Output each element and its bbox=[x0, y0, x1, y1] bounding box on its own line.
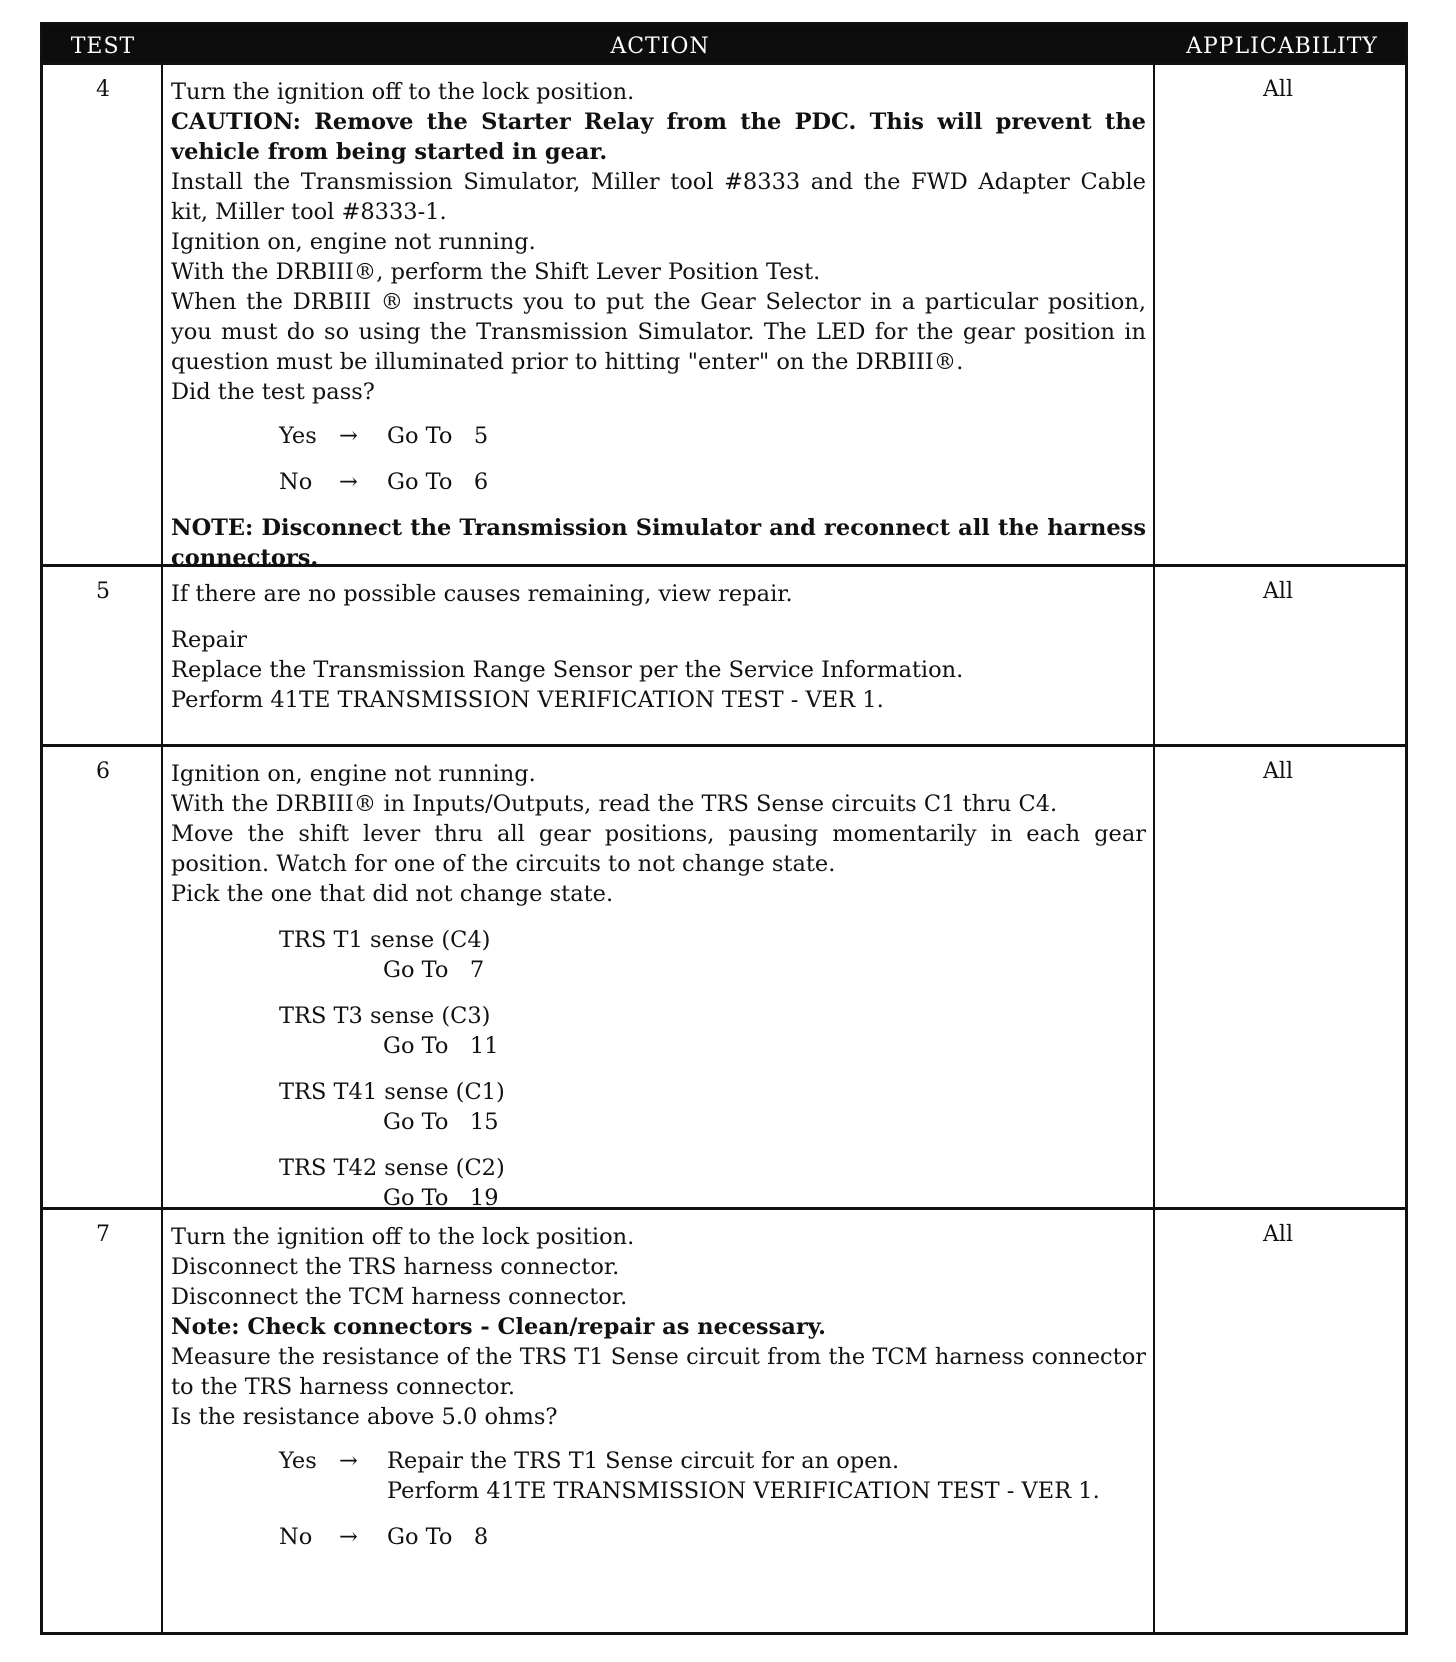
goto-text: Go To 11 bbox=[383, 1033, 499, 1059]
goto-text: Go To 8 bbox=[387, 1524, 489, 1550]
applicability-value: All bbox=[1263, 1222, 1293, 1247]
note-text: NOTE: Disconnect the Transmission Simulator and reconnect all the harness connectors. bbox=[171, 515, 1146, 571]
procedure-table bbox=[40, 22, 1408, 1635]
option-item bbox=[279, 1153, 1146, 1213]
option-item bbox=[279, 925, 1146, 985]
header-applicability: APPLICABILITY bbox=[1186, 34, 1378, 59]
arrow-icon: → bbox=[339, 1524, 358, 1550]
table-row-test-7 bbox=[43, 1207, 1405, 1632]
goto-text: Go To 5 bbox=[387, 423, 489, 449]
action-line: Move the shift lever thru all gear positions, pausing momentarily in each gear position. Watch for one of the circuits to not change state. bbox=[171, 821, 1146, 877]
repair-text: Repair the TRS T1 Sense circuit for an open. bbox=[387, 1448, 900, 1474]
table-row-test-6 bbox=[43, 744, 1405, 1211]
answer-options bbox=[279, 1446, 1146, 1552]
action-cell bbox=[171, 759, 1146, 1213]
question-text: Did the test pass? bbox=[171, 379, 375, 405]
answer-options bbox=[279, 421, 1146, 497]
repair-text: Perform 41TE TRANSMISSION VERIFICATION TEST - VER 1. bbox=[387, 1478, 1100, 1504]
question-text: Is the resistance above 5.0 ohms? bbox=[171, 1404, 558, 1430]
repair-text: Perform 41TE TRANSMISSION VERIFICATION TEST - VER 1. bbox=[171, 687, 884, 713]
applicability-value: All bbox=[1263, 759, 1293, 784]
goto-text: Go To 15 bbox=[383, 1109, 499, 1135]
option-label: TRS T1 sense (C4) bbox=[279, 927, 491, 953]
answer-no bbox=[279, 467, 1146, 497]
table-row-test-5 bbox=[43, 564, 1405, 744]
action-line: Ignition on, engine not running. bbox=[171, 229, 536, 255]
answer-label: No bbox=[279, 1524, 313, 1550]
test-number: 5 bbox=[96, 579, 110, 604]
answer-yes bbox=[279, 421, 1146, 451]
action-cell bbox=[171, 1222, 1146, 1552]
answer-yes bbox=[279, 1446, 1146, 1506]
goto-text: Go To 6 bbox=[387, 469, 489, 495]
arrow-icon: → bbox=[339, 423, 358, 449]
goto-text: Go To 19 bbox=[383, 1185, 499, 1211]
action-line: Disconnect the TCM harness connector. bbox=[171, 1284, 628, 1310]
option-item bbox=[279, 1001, 1146, 1061]
caution-text: CAUTION: Remove the Starter Relay from the PDC. This will prevent the vehicle from being started in gear. bbox=[171, 109, 1146, 165]
action-line: Ignition on, engine not running. bbox=[171, 761, 536, 787]
action-cell bbox=[171, 579, 1146, 715]
option-item bbox=[279, 1077, 1146, 1137]
repair-text: Replace the Transmission Range Sensor per the Service Information. bbox=[171, 657, 964, 683]
action-line: Disconnect the TRS harness connector. bbox=[171, 1254, 620, 1280]
action-line: Turn the ignition off to the lock position. bbox=[171, 79, 635, 105]
answer-label: Yes bbox=[279, 1448, 317, 1474]
action-line: If there are no possible causes remaining, view repair. bbox=[171, 581, 793, 607]
goto-text: Go To 7 bbox=[383, 957, 485, 983]
table-row-test-4 bbox=[43, 62, 1405, 571]
test-number: 7 bbox=[96, 1222, 110, 1247]
applicability-value: All bbox=[1263, 579, 1293, 604]
answer-text bbox=[387, 1446, 1100, 1506]
header-action: ACTION bbox=[610, 34, 710, 59]
header-test: TEST bbox=[70, 34, 136, 59]
action-line: When the DRBIII ® instructs you to put the Gear Selector in a particular position, you must do so using the Transmission Simulator. The LED for the gear position in question must be illuminated prior to hitting "enter" on the DRBIII®. bbox=[171, 289, 1146, 375]
repair-label: Repair bbox=[171, 627, 248, 653]
action-line: Measure the resistance of the TRS T1 Sense circuit from the TCM harness connector to the TRS harness connector. bbox=[171, 1344, 1146, 1400]
option-label: TRS T3 sense (C3) bbox=[279, 1003, 491, 1029]
answer-label: Yes bbox=[279, 423, 317, 449]
arrow-icon: → bbox=[339, 1448, 358, 1474]
applicability-value: All bbox=[1263, 77, 1293, 102]
answer-no bbox=[279, 1522, 1146, 1552]
table-header bbox=[43, 25, 1405, 65]
action-cell bbox=[171, 77, 1146, 573]
option-label: TRS T41 sense (C1) bbox=[279, 1079, 505, 1105]
action-line: With the DRBIII®, perform the Shift Lever Position Test. bbox=[171, 259, 821, 285]
action-line: Turn the ignition off to the lock position. bbox=[171, 1224, 635, 1250]
test-number: 6 bbox=[96, 759, 110, 784]
option-label: TRS T42 sense (C2) bbox=[279, 1155, 505, 1181]
question-text: Pick the one that did not change state. bbox=[171, 881, 614, 907]
test-number: 4 bbox=[96, 77, 110, 102]
action-line: With the DRBIII® in Inputs/Outputs, read the TRS Sense circuits C1 thru C4. bbox=[171, 791, 1058, 817]
arrow-icon: → bbox=[339, 469, 358, 495]
answer-label: No bbox=[279, 469, 313, 495]
note-text: Note: Check connectors - Clean/repair as necessary. bbox=[171, 1314, 826, 1340]
action-line: Install the Transmission Simulator, Miller tool #8333 and the FWD Adapter Cable kit, Miller tool #8333-1. bbox=[171, 169, 1146, 225]
